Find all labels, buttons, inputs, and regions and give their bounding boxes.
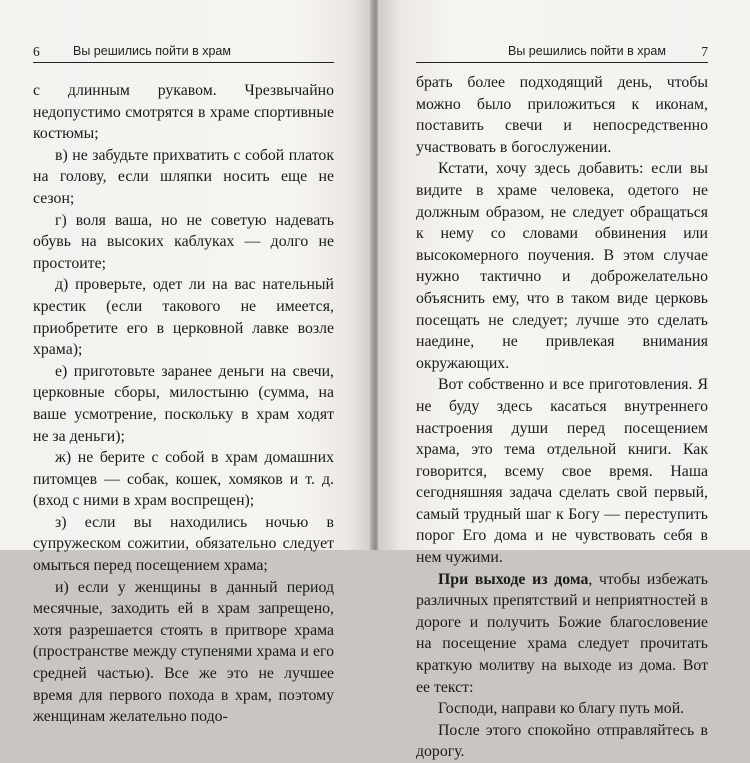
paragraph: Кстати, хочу здесь добавить: если вы видите в храме человека, одетого не должным образом, не следует обращаться к нему со словами обвинения или высокомерного поучения. В этом случае нужно тактично и доброжелательно объяснить ему, что в таком виде церковь посещать не следует; лучше это сделать наедине, не привлекая внимания окружающих.: [416, 160, 708, 372]
left-running-header: [33, 44, 334, 63]
right-running-head-title: Вы решились пойти в храм: [508, 44, 666, 58]
paragraph-continuation: , чтобы избежать различных препятствий и неприятностей в дороге и получить Божие благословение на посещение храма следует прочитать краткую молитву на выходе из дома. Вот ее текст:: [416, 570, 709, 696]
left-page: [0, 0, 372, 726]
right-page: [378, 0, 750, 761]
paragraph: з) если вы находились ночью в супружеском сожитии, обязательно следует омыться перед посещением храма;: [33, 513, 334, 575]
right-page-body: [416, 72, 708, 763]
paragraph: е) приготовьте заранее деньги на свечи, церковные сборы, милостыню (сумма, на ваше усмотрение, поскольку в храм ходят не за деньги);: [33, 362, 334, 445]
paragraph-leaving-home: [416, 569, 708, 699]
paragraph: г) воля ваша, но не советую надевать обувь на высоких каблуках — долго не простоите;: [33, 211, 334, 272]
prayer-line: Господи, направи ко благу путь мой.: [438, 700, 685, 718]
paragraph: с длинным рукавом. Чрезвычайно недопустимо смотрятся в храме спортивные костюмы;: [33, 82, 334, 143]
right-page-number: 7: [701, 44, 708, 59]
paragraph: Вот собственно и все приготовления. Я не буду здесь касаться внутреннего настроения души перед посещением храма, это тема отдельной книги. Как говорится, всему свое время. Наша сегодняшняя задача сделать свой первый, самый трудный шаг к Богу — переступить порог Его дома и не чувствовать себя в нем чужими.: [416, 376, 708, 567]
closing-line: После этого спокойно отправляйтесь в дорогу.: [416, 721, 708, 761]
paragraph: в) не забудьте прихватить с собой платок на голову, если шляпки носить еще не сезон;: [33, 146, 334, 207]
paragraph: и) если у женщины в данный период месячные, заходить ей в храм запрещено, хотя разрешается стоять в притворе храма (пространстве между ступенями храма и его средней частью). Все же это не лучшее время для первого похода в храм, поэтому женщинам желательно подо-: [33, 578, 334, 726]
left-running-head-title: Вы решились пойти в храм: [73, 44, 231, 58]
paragraph: ж) не берите с собой в храм домашних питомцев — собак, кошек, хомяков и т. д. (вход с ними в храм воспрещен);: [33, 449, 334, 510]
right-running-header: [416, 44, 708, 63]
left-page-body: [33, 80, 334, 728]
left-page-number: 6: [33, 44, 40, 59]
bold-lead-in: При выходе из дома: [438, 570, 589, 588]
paragraph: д) проверьте, одет ли на вас нательный крестик (если такового не имеется, приобретите его в церковной лавке возле храма);: [33, 276, 334, 359]
paragraph: брать более подходящий день, чтобы можно было приложиться к иконам, поставить свечи и непосредственно участвовать в богослужении.: [416, 74, 708, 156]
